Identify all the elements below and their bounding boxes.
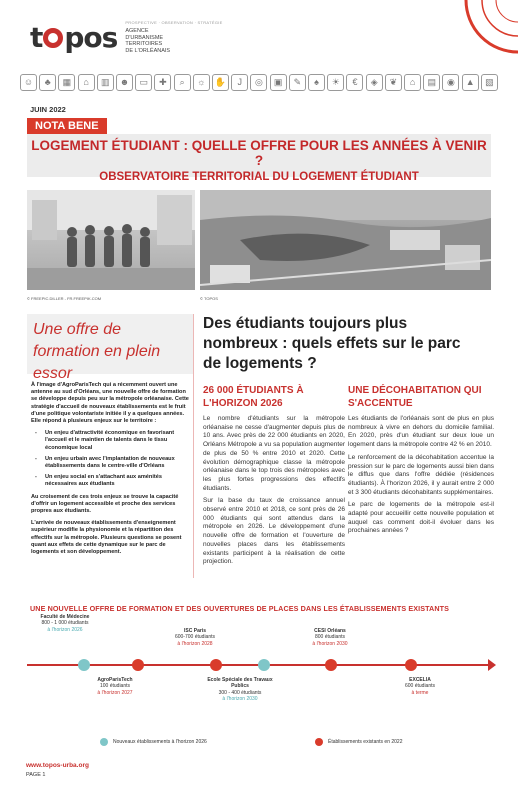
logo-line: AGENCE xyxy=(125,28,149,34)
logo-tagline: PROSPECTIVE · OBSERVATION · STRATÉGIE xyxy=(125,20,223,25)
timeline-label xyxy=(30,614,100,633)
bus-icon: ▭ xyxy=(135,74,152,91)
institution-name: AgroParisTech xyxy=(97,677,133,683)
stake-item: - Un enjeu urbain avec l'implantation de nouveaux établissements dans le centre-ville d'Orléans xyxy=(41,456,189,470)
topos-logo xyxy=(30,18,223,58)
handshake-icon: ✋ xyxy=(212,74,229,91)
chart-icon: ▧ xyxy=(481,74,498,91)
logo-line: DE L'ORLÉANAIS xyxy=(125,47,171,54)
horizon-year: à l'horizon 2028 xyxy=(177,640,213,647)
right-column xyxy=(348,385,494,540)
page-number: PAGE 1 xyxy=(26,772,46,778)
building-icon: ▥ xyxy=(97,74,114,91)
legend-existing xyxy=(315,738,403,746)
left-column xyxy=(27,314,193,561)
timeline-marker xyxy=(132,659,144,671)
middle-paragraph-1: Le nombre d'étudiants sur la métropole orléanaise ne cesse d'augmenter depuis plus de 10 ans. Avec près de 22 000 étudiants en 2020, Orléans Métropole a vu sa population augmenter de plus de 50 % entre 2010 et 2020. Cette évolution démographique classe la métropole orléanaise dans le top trois des métropoles avec les plus fortes progressions des effectifs étudiants. xyxy=(203,415,345,492)
column-divider xyxy=(193,314,194,578)
right-paragraph-2: Le renforcement de la décohabitation accentue la pression sur le parc de logements aussi bien dans le diffus que dans l'offre dédiée (résidences étudiants). À l'horizon 2026, il y aurait entre 2 000 et 3 300 étudiants décohabitants supplémentaires. xyxy=(348,453,494,496)
shop-icon: ▣ xyxy=(270,74,287,91)
job-icon: J xyxy=(231,74,248,91)
tree-icon: ♣ xyxy=(39,74,56,91)
search-doc-icon: ⌕ xyxy=(174,74,191,91)
tractor-icon: ▲ xyxy=(462,74,479,91)
school-icon: ✎ xyxy=(289,74,306,91)
middle-heading: 26 000 ÉTUDIANTS À L'HORIZON 2026 xyxy=(203,385,304,409)
horizon-year: à l'horizon 2027 xyxy=(97,689,133,696)
student-count: 600-700 étudiants xyxy=(174,634,216,641)
stakes-list xyxy=(31,430,189,488)
house-icon: ⌂ xyxy=(78,74,95,91)
middle-paragraph-2: Sur la base du taux de croissance annuel observé entre 2010 et 2018, ce sont près de 26 000 étudiants qui sont attendus dans la métropole en 2026. Le développement d'une nouvelle offre de formation et l'ouverture de nouvelles places dans les établissements existants participent à la réalisation de cette projection. xyxy=(203,497,345,566)
institution-name: ISC Paris xyxy=(184,628,206,634)
timeline-marker xyxy=(325,659,337,671)
institution-name: CESI Orléans xyxy=(314,628,346,634)
farm-icon: ♠ xyxy=(308,74,325,91)
student-count: 300 - 400 étudiants xyxy=(218,689,262,696)
website-link[interactable]: www.topos-urba.org xyxy=(26,762,89,769)
people-icon: ☺ xyxy=(20,74,37,91)
stake-item: - Un enjeu social en s'attachant aux aménités nécessaires aux étudiants xyxy=(41,474,189,488)
student-count: 800 étudiants xyxy=(314,634,346,641)
right-paragraph-1: Les étudiants de l'orléanais sont de plus en plus nombreux à vivre en dehors du domicile familial. En 2020, près d'un étudiant sur deux loue un logement dans la métropole contre 42 % en 2010. xyxy=(348,415,494,449)
leaf-icon: ❦ xyxy=(385,74,402,91)
timeline-label xyxy=(295,628,365,647)
right-paragraph-3: Le parc de logements de la métropole est-il adapté pour accueillir cette nouvelle population et auquel cas comment doit-il évoluer dans les prochaines années ? xyxy=(348,501,494,535)
logo-line: TERRITOIRES xyxy=(125,41,163,47)
logo-wordmark: t pos xyxy=(30,21,118,54)
timeline-title: UNE NOUVELLE OFFRE DE FORMATION ET DES OUVERTURES DE PLACES DANS LES ÉTABLISSEMENTS EXISTANTS xyxy=(30,604,450,613)
car-icon: ◉ xyxy=(442,74,459,91)
legend-dot-new xyxy=(100,738,108,746)
nota-bene-label: NOTA BENE xyxy=(27,118,107,134)
timeline-marker xyxy=(258,659,270,671)
right-heading: UNE DÉCOHABITATION QUI S'ACCENTUE xyxy=(348,385,482,409)
factory-icon: ▦ xyxy=(58,74,75,91)
family-icon: ☻ xyxy=(116,74,133,91)
document-title: LOGEMENT ÉTUDIANT : QUELLE OFFRE POUR LES ANNÉES À VENIR ? xyxy=(31,138,487,168)
city-icon: ▤ xyxy=(423,74,440,91)
timeline-label xyxy=(160,628,230,647)
timeline-label xyxy=(205,677,275,702)
timeline-label xyxy=(385,677,455,696)
section-title: Des étudiants toujours plus nombreux : quels effets sur le parc de logements ? xyxy=(203,315,461,372)
horizon-year: à l'horizon 2030 xyxy=(312,640,348,647)
bike-icon: ◎ xyxy=(250,74,267,91)
left-paragraph-2: Au croisement de ces trois enjeux se trouve la capacité d'offrir un logement accessible et proche des services propres aux étudiants. xyxy=(31,493,179,515)
students-photo xyxy=(27,190,195,290)
left-paragraph-1: À l'image d'AgroParisTech qui a récemment ouvert une antenne au sud d'Orléans, une nouvelle offre de formation se développe depuis peu sur la métropole orléanaise. Cette stratégie d'accueil de nouveaux établissements est le fruit d'une politique volontariste initiée il y a quelques années. Elle répond à plusieurs enjeux sur le territoire : xyxy=(31,382,189,425)
left-body xyxy=(27,374,193,556)
home-icon: ⌂ xyxy=(404,74,421,91)
aerial-campus-photo xyxy=(200,190,491,290)
lead-title: Une offre de formation en plein essor xyxy=(33,321,161,382)
horizon-year: à l'horizon 2030 xyxy=(222,695,258,702)
money-icon: € xyxy=(346,74,363,91)
photo-credit-left: © FREEPIC.DILLER - FR.FREEPIK.COM xyxy=(27,296,102,301)
horizon-year: à l'horizon 2026 xyxy=(47,626,83,633)
legend-new xyxy=(100,738,207,746)
student-count: 800 - 1 000 étudiants xyxy=(41,620,89,627)
document-subtitle: OBSERVATOIRE TERRITORIAL DU LOGEMENT ÉTUDIANT xyxy=(99,171,419,183)
title-box xyxy=(27,134,491,183)
institution-name: Faculté de Médecine xyxy=(40,614,90,620)
timeline-arrow xyxy=(488,659,496,671)
logo-line: D'URBANISME xyxy=(125,34,164,41)
institution-name: Ecole Spéciale des Travaux Publics xyxy=(207,677,273,690)
timeline-label xyxy=(80,677,150,696)
timeline-marker xyxy=(405,659,417,671)
timeline-marker xyxy=(210,659,222,671)
legend-new-label: Nouveaux établissements à l'horizon 2026 xyxy=(113,739,207,745)
left-paragraph-3: L'arrivée de nouveaux établissements d'enseignement supérieur modifie la physionomie et la répartition des effectifs sur la métropole. Plusieurs questions se posent quant aux effets de cette dynamique sur le parc de logements et son développement. xyxy=(31,520,182,556)
theme-icon-strip xyxy=(20,74,498,91)
corner-arc-decoration xyxy=(438,0,518,60)
student-count: 100 étudiants xyxy=(99,683,131,690)
timeline-marker xyxy=(78,659,90,671)
sun-icon: ☀ xyxy=(327,74,344,91)
horizon-year: à terme xyxy=(411,689,429,696)
student-count: 600 étudiants xyxy=(404,683,436,690)
publication-date: JUIN 2022 xyxy=(30,105,66,114)
institution-name: EXCELIA xyxy=(409,677,431,683)
stake-item: - Un enjeu d'attractivité économique en favorisant l'accueil et le maintien de talents dans le tissu économique local xyxy=(41,430,189,452)
legend-existing-label: Établissements existants en 2022 xyxy=(328,739,403,745)
solar-icon: ☼ xyxy=(193,74,210,91)
legend-dot-existing xyxy=(315,738,323,746)
hospital-icon: ✚ xyxy=(154,74,171,91)
map-icon: ◈ xyxy=(366,74,383,91)
lead-box xyxy=(27,314,193,382)
middle-column xyxy=(203,385,345,571)
photo-credit-right: © TOPOS xyxy=(200,296,218,301)
